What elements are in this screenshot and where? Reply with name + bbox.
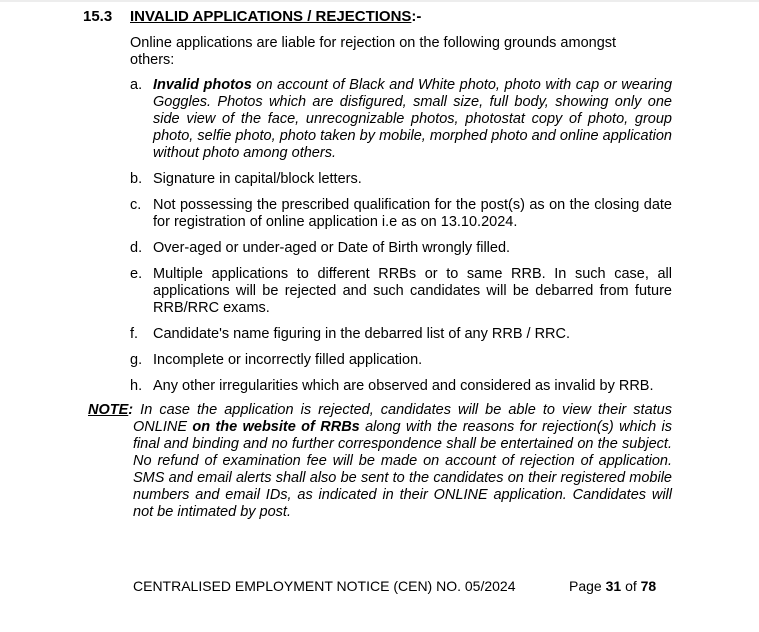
page-of: of — [625, 578, 637, 594]
intro-paragraph: Online applications are liable for rejection on the following grounds amongst others: — [130, 35, 617, 68]
note-text-part2: along with the reasons for rejection(s) which is final and binding and no further correspondence shall be entertained on the subject. No refund of examination fee will be made on account of rejection of application. SMS and email alerts shall also be sent to the candidates on their registered mobile numbers and email IDs, as indicated in their ONLINE application. Candidates will not be intimated by post. — [133, 419, 672, 520]
section-number: 15.3 — [83, 8, 113, 25]
list-item — [130, 171, 672, 188]
page-current: 31 — [605, 578, 622, 594]
footer-page-number — [569, 578, 656, 594]
list-item-text — [153, 77, 672, 162]
footer-notice: CENTRALISED EMPLOYMENT NOTICE (CEN) NO. 05/2024 — [133, 578, 516, 594]
list-item — [130, 352, 672, 369]
rejection-grounds-list — [130, 77, 672, 404]
list-item-text: Not possessing the prescribed qualification for the post(s) as on the closing date for registration of online application i.e as on 13.10.2024. — [153, 197, 672, 230]
list-marker: e. — [130, 266, 143, 282]
list-item — [130, 378, 672, 395]
list-item-text: Incomplete or incorrectly filled application. — [153, 352, 423, 368]
list-item-body: on account of Black and White photo, photo with cap or wearing Goggles. Photos which are disfigured, small size, full body, showing only one side view of the face, unrecognizable photos, photostat copy of photo, group photo, selfie photo, photo taken by mobile, morphed photo and online application without photo among others. — [153, 77, 673, 161]
list-marker: d. — [130, 240, 143, 256]
list-item — [130, 240, 672, 257]
list-marker: h. — [130, 378, 143, 394]
list-marker: c. — [130, 197, 142, 213]
list-item — [130, 77, 672, 162]
note-colon: : — [128, 402, 134, 418]
section-heading — [83, 8, 421, 25]
note-text-part1: In case the application is rejected, candidates will be able to view their status ONLINE — [133, 402, 672, 435]
page-word: Page — [569, 578, 602, 594]
note-label: NOTE — [88, 402, 129, 418]
list-item — [130, 266, 672, 317]
note-paragraph — [88, 402, 672, 521]
list-item — [130, 197, 672, 231]
list-item-text: Any other irregularities which are observed and considered as invalid by RRB. — [153, 378, 654, 394]
list-item-text: Over-aged or under-aged or Date of Birth wrongly filled. — [153, 240, 511, 256]
list-marker: b. — [130, 171, 143, 187]
list-item-text: Candidate's name figuring in the debarred list of any RRB / RRC. — [153, 326, 571, 342]
list-marker: a. — [130, 77, 143, 93]
section-title-suffix: :- — [411, 8, 422, 25]
list-item-bold: Invalid photos — [153, 77, 252, 93]
list-item — [130, 326, 672, 343]
page-total: 78 — [640, 578, 657, 594]
note-text-bold: on the website of RRBs — [192, 419, 360, 435]
page-top-edge — [0, 0, 759, 2]
list-item-text: Multiple applications to different RRBs or to same RRB. In such case, all applications will be rejected and such candidates will be debarred from future RRB/RRC exams. — [153, 266, 672, 316]
section-title: INVALID APPLICATIONS / REJECTIONS — [130, 8, 412, 25]
list-marker: f. — [130, 326, 139, 342]
list-item-text: Signature in capital/block letters. — [153, 171, 362, 187]
list-marker: g. — [130, 352, 143, 368]
